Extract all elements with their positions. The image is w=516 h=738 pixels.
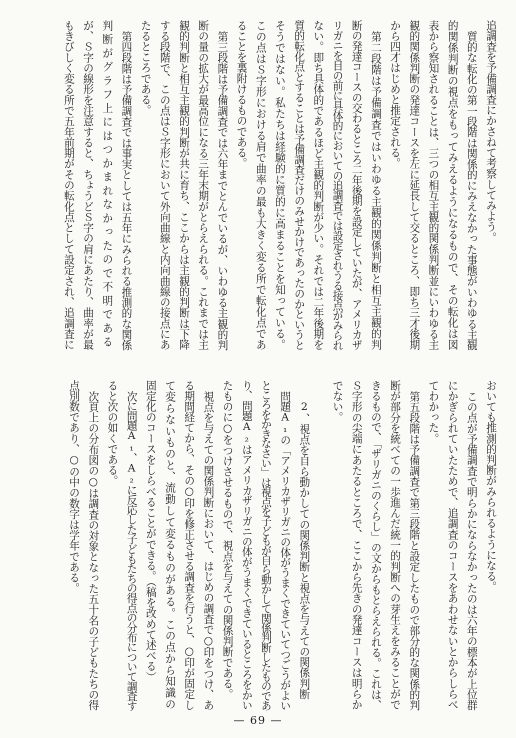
upper-text-tier — [58, 20, 500, 350]
text-line: もきびしく変る所で五年前期がその転化点として設定され、追調査に — [62, 20, 75, 350]
text-line: きるもので、「ザリガニのくらし」の文からもとらえられる。これは、 — [369, 380, 382, 710]
text-line: この点はＳ字形における肩で曲率の最も大きく変る所で転化点であ — [254, 20, 267, 350]
text-line: て変らないものと、流動して変るものがある。この点から知識の — [164, 380, 176, 710]
text-line: 第二段階は予備調査ではいわゆる主観的関係判断と相互主観的判 — [369, 30, 382, 350]
text-line: 第五段階は予備調査で第三段階と設定したもので部分的な関係的判 — [408, 390, 421, 711]
text-line: この点が予備調査で明らかにならなかったのは六年の標本が上位群 — [465, 390, 478, 711]
text-line: 次頁上の分布図の○は調査の対象となった五十名の子どもたちの得 — [87, 390, 100, 710]
text-line: てわかった。 — [427, 380, 440, 444]
text-line: 観的関係判断の発達コースを左に延長して交るところ、即ち三才後期 — [408, 20, 421, 350]
text-line: おいても推測的判断がみられるようになる。 — [485, 380, 497, 592]
text-line: 観的判断と相互主観的判断が共に育ち、ここからは主観的判断は下降 — [178, 20, 190, 350]
text-line: 第三段階は予備調査では六年までとんでいるが、いわゆる主観的判 — [216, 30, 229, 351]
page-number: — 69 — — [233, 714, 283, 727]
text-line: ると次の如くである。 — [106, 380, 119, 486]
text-line: 第四段階は予備調査では事実としては五年にみられる推測的な関係 — [120, 30, 133, 351]
text-line: リガニを目の前に具体的においての追調査では設定されうる接点がみられ — [331, 20, 344, 350]
text-line: 断が部分を統べての一歩進んだ統一的判断への芽生えをみることがで — [389, 380, 402, 710]
text-line: 点別数であり、○の中の数字は学年である。 — [68, 380, 81, 594]
section-heading: 2、視点を自ら動かしての関係判断と視点を与えての関係判断 — [298, 401, 311, 700]
text-line: ることを裏附けるものである。 — [235, 20, 248, 169]
text-line: たるところである。 — [139, 20, 152, 116]
text-line: から四才はじめと推定される。 — [389, 20, 402, 169]
text-line: そうではない。私たちは経験的に質的に高まることを知っている。 — [273, 20, 286, 350]
text-line: する段階で、この点はＳ字形において外向曲線と内向曲線の接点にあ — [158, 20, 171, 350]
text-line: 断の量の拡大が最高位になる三年末期がとらえられる。これまでは主 — [197, 20, 210, 350]
text-line: 表から察知されることは、三つの相互主観的関係判断並にいわゆる主 — [427, 20, 440, 350]
text-line: にかぎられていたためで、追調査のコースをあわせないとからしらべ — [446, 380, 459, 710]
text-line: ない。即ち具体的であるほど主観的判断が少い。それでは二年後期を — [312, 20, 325, 350]
lower-text-tier — [58, 380, 500, 710]
text-line: 視点を与えての関係判断において、はじめの調査で○印をつけ、あ — [202, 390, 215, 710]
text-line: 的関係判断の視点をもってみえるようになるもので、その転化は図 — [446, 20, 459, 350]
text-line: が、Ｓ字の線形を注意すると、ちょうどＳ字の肩にあたり、曲率が最 — [82, 20, 95, 350]
text-line: 追調査を予備調査にかさねて考察してみよう。 — [485, 20, 497, 243]
text-line: ところをかきなさい」は視点を子どもが自ら動かして関係判断したものであ — [259, 380, 272, 711]
text-line: でない。 — [331, 380, 344, 423]
text-line: たものに○をつけさせるもので、視点を与えての関係判断である。 — [221, 380, 234, 700]
text-line: 固定化のコースをしらべることができる。（稿を改めて述べる） — [144, 380, 157, 683]
text-line: Ｓ字形の尖端にあたるところで、ここから先きの発達コースは明らか — [350, 380, 363, 710]
text-line: 断の発達コースの交わるところ二年後期を設定していたが、アメリカザ — [350, 20, 363, 350]
text-line: 質的転化点とすることは予備調査だけのみせかけであったのかというと — [293, 20, 306, 350]
text-line: 質的な転化の第一段階は関係的にみえなかった事態がいわゆる主観 — [465, 30, 478, 351]
text-line: 問題A₁の「アメリカザリガニの体がうまくできていてつごうがよい — [279, 390, 292, 710]
text-line: 判断がグラフ上にはつかまれなかったので不明である — [101, 20, 114, 350]
text-line: る期間経てから、その○印を修正させる調査を行うと、○印が固定し — [183, 380, 196, 711]
text-line: 次に問題A₁、A₂に反応した子どもたちの得点の分布について調査す — [125, 390, 138, 710]
text-line: り、問題A₂はアメリカザリガニの体がうまくできているところをかい — [240, 380, 253, 710]
